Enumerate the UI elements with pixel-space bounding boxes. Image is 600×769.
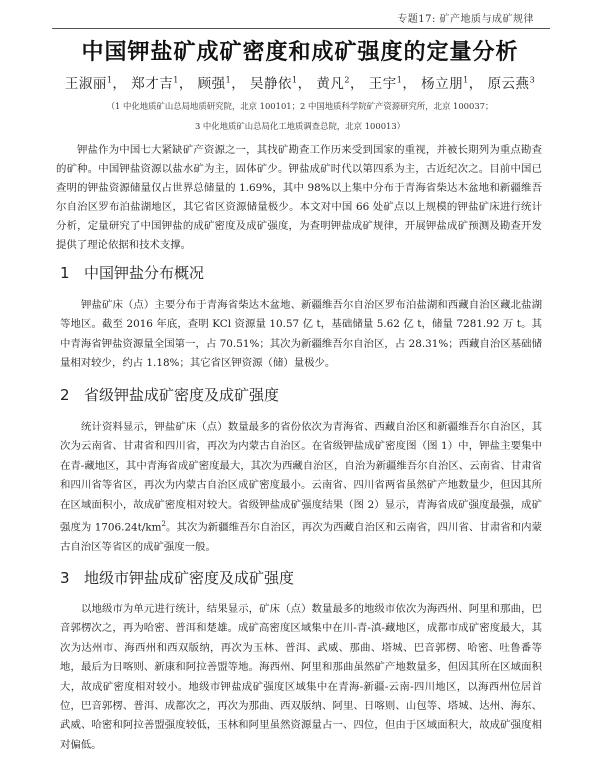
author: 王淑丽$^1$ [64,75,113,92]
section-2-paragraph: 统计资料显示，钾盐矿床（点）数量最多的省份依次为青海省、西藏自治区和新疆维吾尔自治区，其次为云南省、甘肃省和四川省，再次为内蒙古自治区。在省级钾盐成矿密度图（图 1）中，钾盐主要集中在青-藏地区，其中青海省成矿密度最大，其次为西藏自治区，自治为新疆维吾尔自治区、云南省、甘肃省和四川省等省区，再次为内蒙古自治区成矿密度最小。云南省、四川省两省虽然矿产地数量少，但因其所在区域面积小，故成矿密度相对较大。省级钾盐成矿强度结果（图 2）显示，青海省成矿强度最强，成矿强度为 $1706.24t/km^2$。其次为新疆维吾尔自治区，再次为西藏自治区和云南省，四川省、甘肃省和内蒙古自治区等省区的成矿强度一般。 [60,421,542,553]
author-list: 王淑丽$^1$， 郑才吉$^1$， 顾强$^1$， 吴静依$^1$， 黄凡$^2$， 王宇$^1$， 杨立朋$^1$， 原云燕$^3$ [64,75,536,92]
affiliation-line-1: （1 中化地质矿山总局地质研究院，北京 100101；2 中国地质科学院矿产资源研究所，北京 100037； [106,101,494,111]
unit-superscript: 2 [161,520,166,529]
section-1-paragraph: 钾盐矿床（点）主要分布于青海省柴达木盆地、新疆维吾尔自治区罗布泊盐湖和西藏自治区藏北盐湖等地区。截至 2016 年底，查明 KCl 资源量 10.57 亿 t，基础储量 5.62 亿 t，储量 7281.92 万 t。其中青海省钾盐资源量全国第一，占 70.51%；其次为新疆维吾尔自治区，占 28.31%；西藏自治区基础储量相对较少，约占 1.18%；其它省区钾资源（储）量极少。 [60,299,542,370]
author: 王宇$^1$ [368,75,403,92]
section-number: 3 [60,569,70,587]
author: 顾强$^1$ [197,75,232,92]
author: 郑才吉$^1$ [131,75,179,92]
running-header [397,10,534,25]
section-number: 2 [60,386,70,404]
paper-title: 中国钾盐矿成矿密度和成矿强度的定量分析 [81,40,519,65]
header-rule [52,28,550,29]
running-title: 专题17: 矿产地质与成矿规律 [397,14,534,25]
section-title: 地级市钾盐成矿密度及成矿强度 [84,569,295,587]
section-title: 中国钾盐分布概况 [84,264,205,282]
section-3-paragraph: 以地级市为单元进行统计，结果显示，矿床（点）数量最多的地级市依次为海西州、阿里和那曲，巴音郭楞次之，再为哈密、普洱和楚雄。成矿高密度区域集中在川-青-滇-藏地区，成都市成矿密度最大，其次为达州市、海西州和西双版纳，再次为玉林、普洱、武威、那曲、塔城、巴音郭楞、哈密、吐鲁番等地，最后为日喀则、新康和阿拉善盟等地。海西州、阿里和那曲虽然矿产地数量多，但因其所在区域面积大，故成矿密度相对较小。地级市钾盐成矿强度区域集中在青海-新疆-云南-四川地区，以海西州位居首位，巴音郭楞、普洱、成都次之，再次为那曲、西双版纳、阿里、日喀则、山包等、塔城、达州、海东、武威、哈密和阿拉善盟强度较低，玉林和阿里虽然资源量占一、四位，但由于区域面积大，故成矿强度相对偏低。 [60,603,542,751]
section-title: 省级钾盐成矿密度及成矿强度 [84,386,280,404]
section-heading-2 [60,384,279,405]
section-heading-1 [60,262,204,283]
author: 吴静依$^1$ [250,75,298,92]
section-heading-3 [60,567,294,588]
author: 原云燕$^3$ [487,75,536,92]
abstract: 钾盐作为中国七大紧缺矿产资源之一，其找矿勘查工作历来受到国家的重视，并被长期列为重点勘查的矿种。中国钾盐资源以盐水矿为主，固体矿少。钾盐成矿时代以第四系为主，古近纪次之。目前中国已查明的钾盐资源储量仅占世界总储量的 1.69%，其中 98%以上集中分布于青海省柴达木盆地和新疆维吾尔自治区罗布泊盐湖地区，其它省区资源储量极少。本文对中国 66 处矿点以上规模的钾盐矿床进行统计分析，定量研究了中国钾盐的成矿密度及成矿强度，为查明钾盐成矿规律，开展钾盐成矿预测及勘查开发提供了理论依据和技术支撑。 [56,144,542,251]
author: 黄凡$^2$ [316,75,350,92]
affiliation-line-2: 3 中化地质矿山总局化工地质调查总院，北京 100013） [194,121,406,131]
author: 杨立朋$^1$ [421,75,469,92]
section-number: 1 [60,264,70,282]
